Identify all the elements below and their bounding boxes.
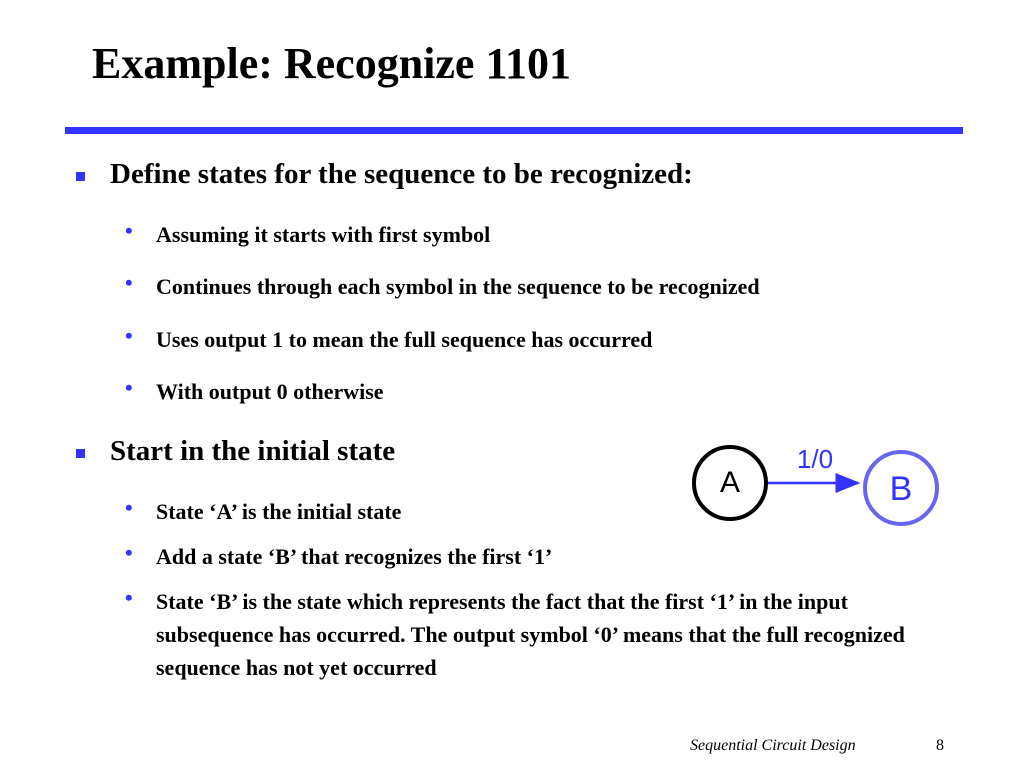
bullet-dot-icon: • (125, 323, 133, 348)
list-item: Assuming it starts with first symbol (156, 222, 491, 247)
page-number: 8 (936, 737, 944, 754)
bullet-dot-icon: • (125, 585, 133, 610)
state-label-b: B (889, 470, 913, 508)
list-item: With output 0 otherwise (156, 379, 384, 404)
list-item: Continues through each symbol in the sequence to be recognized (156, 274, 760, 299)
bullet-dot-icon: • (125, 375, 133, 400)
square-bullet-icon (76, 449, 85, 458)
transition-label: 1/0 (796, 444, 834, 474)
list-item: State ‘B’ is the state which represents the fact that the first ‘1’ in the input subsequence has occurred. The output symbol ‘0’ means that the full recognized sequence has not yet occurred (156, 589, 905, 680)
list-item: Add a state ‘B’ that recognizes the first ‘1’ (156, 544, 553, 569)
bullet-dot-icon: • (125, 540, 133, 565)
footer-text: Sequential Circuit Design (690, 737, 856, 754)
list-item: State ‘A’ is the initial state (156, 499, 402, 524)
title-divider (65, 127, 963, 134)
section-heading: Start in the initial state (110, 435, 396, 467)
section-heading: Define states for the sequence to be recognized: (110, 158, 693, 190)
square-bullet-icon (76, 172, 85, 181)
state-diagram (680, 430, 950, 530)
state-label-a: A (719, 466, 741, 499)
bullet-dot-icon: • (125, 218, 133, 243)
bullet-dot-icon: • (125, 495, 133, 520)
bullet-dot-icon: • (125, 270, 133, 295)
list-item: Uses output 1 to mean the full sequence has occurred (156, 327, 653, 352)
slide-title: Example: Recognize 1101 (92, 39, 572, 88)
